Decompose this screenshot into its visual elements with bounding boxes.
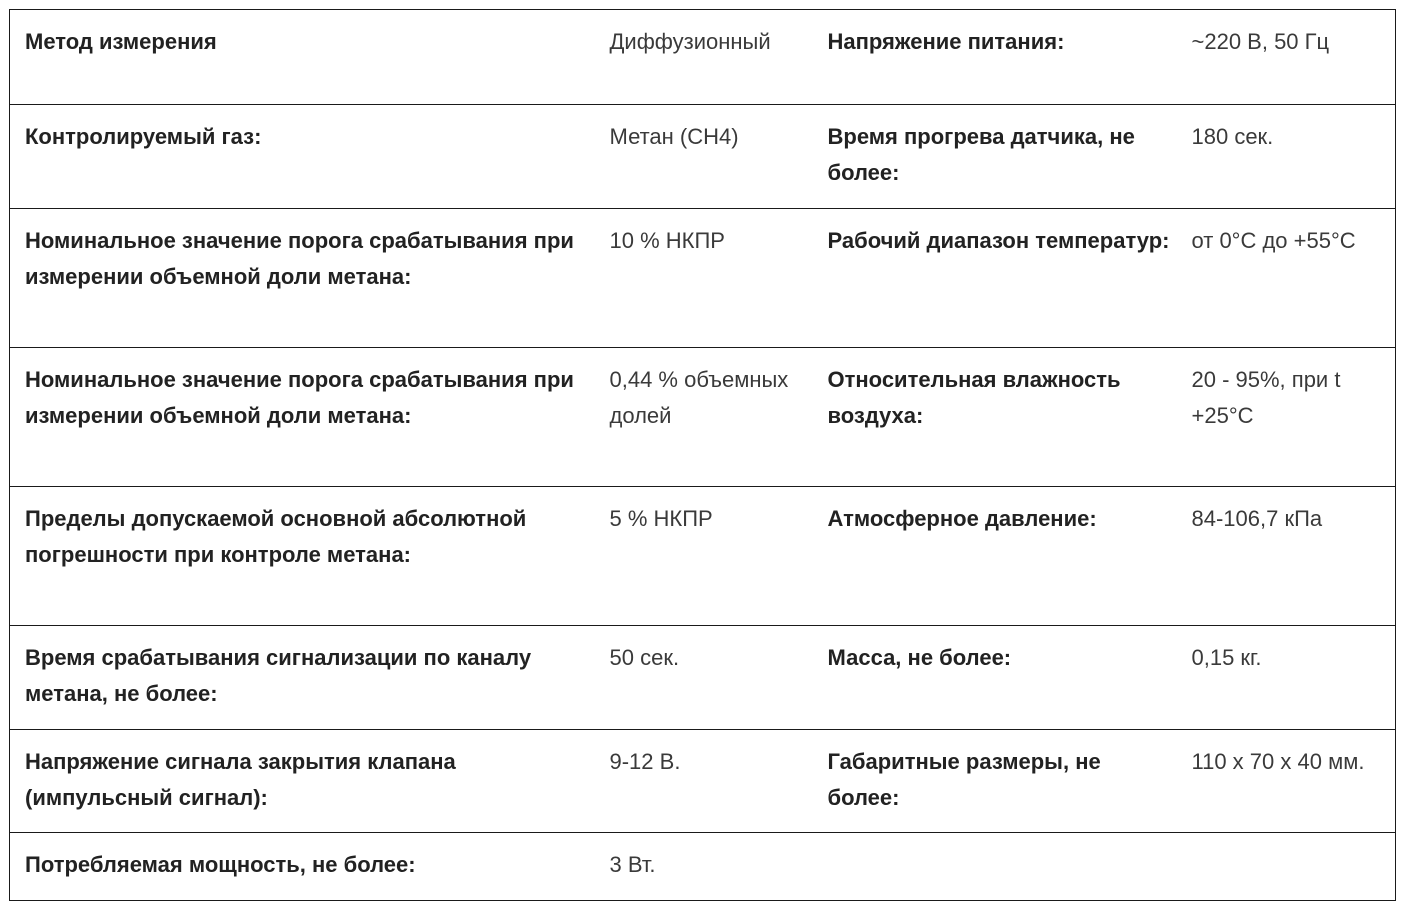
specifications-table <box>9 9 1396 901</box>
spec-value: ~220 В, 50 Гц <box>1191 29 1330 54</box>
spec-label: Время прогрева датчика, не более: <box>812 105 1180 209</box>
spec-value: 10 % НКПР <box>595 209 812 348</box>
table-row <box>10 348 1396 487</box>
spec-value: 180 сек. <box>1180 105 1396 209</box>
spec-value: от 0°С до +55°С <box>1180 209 1396 348</box>
spec-value <box>1180 833 1396 901</box>
spec-value: 20 - 95%, при t +25°С <box>1180 348 1396 487</box>
spec-label: Относительная влажность воздуха: <box>812 348 1180 487</box>
spec-value: 9-12 В. <box>595 730 812 833</box>
table-row <box>10 730 1396 833</box>
table-row <box>10 833 1396 901</box>
spec-label: Потребляемая мощность, не более: <box>10 833 595 901</box>
spec-label: Время срабатывания сигнализации по каналу метана, не более: <box>10 626 595 730</box>
table-row <box>10 10 1396 105</box>
spec-value: 110 х 70 х 40 мм. <box>1180 730 1396 833</box>
spec-label: Напряжение питания: <box>827 29 1065 54</box>
spec-value: Диффузионный <box>609 29 771 54</box>
spec-label: Напряжение сигнала закрытия клапана (импульсный сигнал): <box>10 730 595 833</box>
spec-value: 0,44 % объемных долей <box>595 348 812 487</box>
spec-value: 5 % НКПР <box>595 487 812 626</box>
spec-label <box>812 833 1180 901</box>
spec-label: Контролируемый газ: <box>10 105 595 209</box>
spec-label: Пределы допускаемой основной абсолютной погрешности при контроле метана: <box>10 487 595 626</box>
spec-label: Атмосферное давление: <box>812 487 1180 626</box>
table-row <box>10 209 1396 348</box>
spec-label: Рабочий диапазон температур: <box>812 209 1180 348</box>
spec-value: 84-106,7 кПа <box>1180 487 1396 626</box>
spec-label: Метод измерения <box>25 29 217 54</box>
spec-label: Габаритные размеры, не более: <box>812 730 1180 833</box>
spec-value: 3 Вт. <box>595 833 812 901</box>
spec-value: 0,15 кг. <box>1180 626 1396 730</box>
spec-label: Номинальное значение порога срабатывания при измерении объемной доли метана: <box>10 209 595 348</box>
table-row <box>10 626 1396 730</box>
spec-label: Номинальное значение порога срабатывания при измерении объемной доли метана: <box>10 348 595 487</box>
spec-value: 50 сек. <box>595 626 812 730</box>
spec-value: Метан (CH4) <box>595 105 812 209</box>
table-row <box>10 487 1396 626</box>
spec-label: Масса, не более: <box>812 626 1180 730</box>
table-row <box>10 105 1396 209</box>
